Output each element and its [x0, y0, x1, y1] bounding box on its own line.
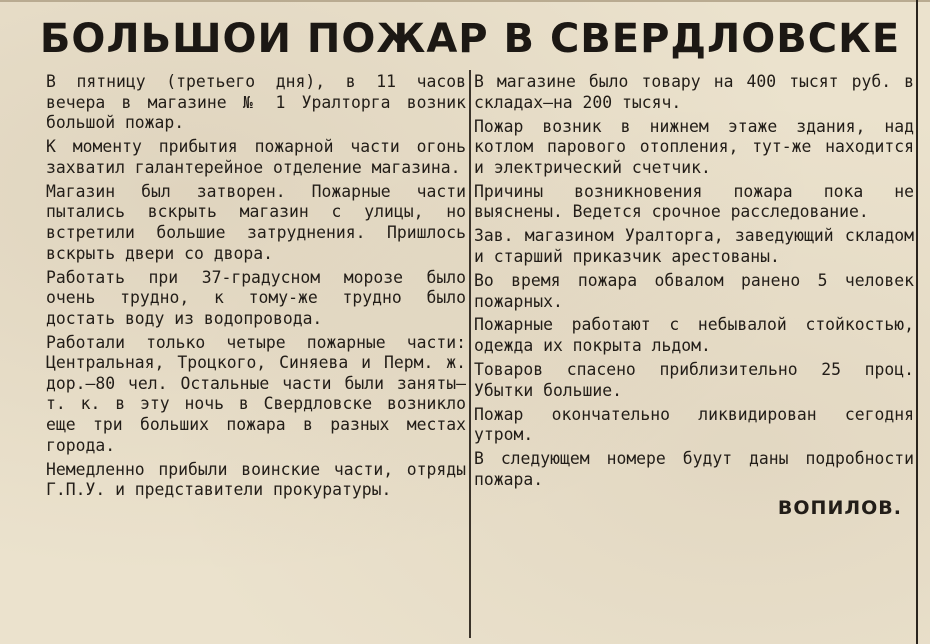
- paragraph: Работали только четыре пожарные части: Центральная, Троцкого, Синяева и Перм. ж. дор.—80 чел. Остальные части были заняты—т. к. в эту ночь в Свердловске возникло еще три больших пожара в разных местах города.: [46, 332, 466, 455]
- paragraph: В магазине было товару на 400 тысят руб. в складах—на 200 тысяч.: [474, 72, 914, 112]
- right-column-rule: [916, 0, 918, 644]
- author-signature: ВОПИЛОВ.: [777, 497, 902, 520]
- article-headline: БОЛЬШОИ ПОЖАР В СВЕРДЛОВСКЕ: [39, 16, 901, 62]
- right-column: [474, 72, 914, 519]
- left-column: [46, 72, 466, 504]
- paragraph: К моменту прибытия пожарной части огонь захватил галантерейное отделение магазина.: [46, 137, 466, 177]
- paragraph: В пятницу (третьего дня), в 11 часов вечера в магазине № 1 Уралторга возник большой пожар.: [46, 72, 466, 133]
- paragraph: Магазин был затворен. Пожарные части пытались вскрыть магазин с улицы, но встретили большие затруднения. Пришлось вскрыть двери со двора.: [46, 181, 466, 263]
- paragraph: Немедленно прибыли воинские части, отряды Г.П.У. и представители прокуратуры.: [46, 459, 466, 500]
- column-divider: [469, 70, 471, 638]
- paragraph: Во время пожара обвалом ранено 5 человек пожарных.: [474, 270, 914, 311]
- paragraph: Пожар окончательно ликвидирован сегодня утром.: [474, 404, 914, 445]
- paragraph: Зав. магазином Уралторга, заведующий складом и старший приказчик арестованы.: [474, 226, 914, 266]
- paragraph: Причины возникновения пожара пока не выяснены. Ведется срочное расследование.: [474, 181, 914, 222]
- paragraph: Работать при 37-градусном морозе было очень трудно, к тому-же трудно было достать воду из водопровода.: [46, 267, 466, 328]
- paragraph: Товаров спасено приблизительно 25 проц. Убытки большие.: [474, 360, 914, 400]
- paragraph: Пожарные работают с небывалой стойкостью, одежда их покрыта льдом.: [474, 315, 914, 356]
- paragraph: Пожар возник в нижнем этаже здания, над котлом парового отопления, тут-же находится и электрический счетчик.: [474, 116, 914, 177]
- paragraph: В следующем номере будут даны подробности пожара.: [474, 449, 914, 489]
- top-border-rule: [0, 0, 930, 2]
